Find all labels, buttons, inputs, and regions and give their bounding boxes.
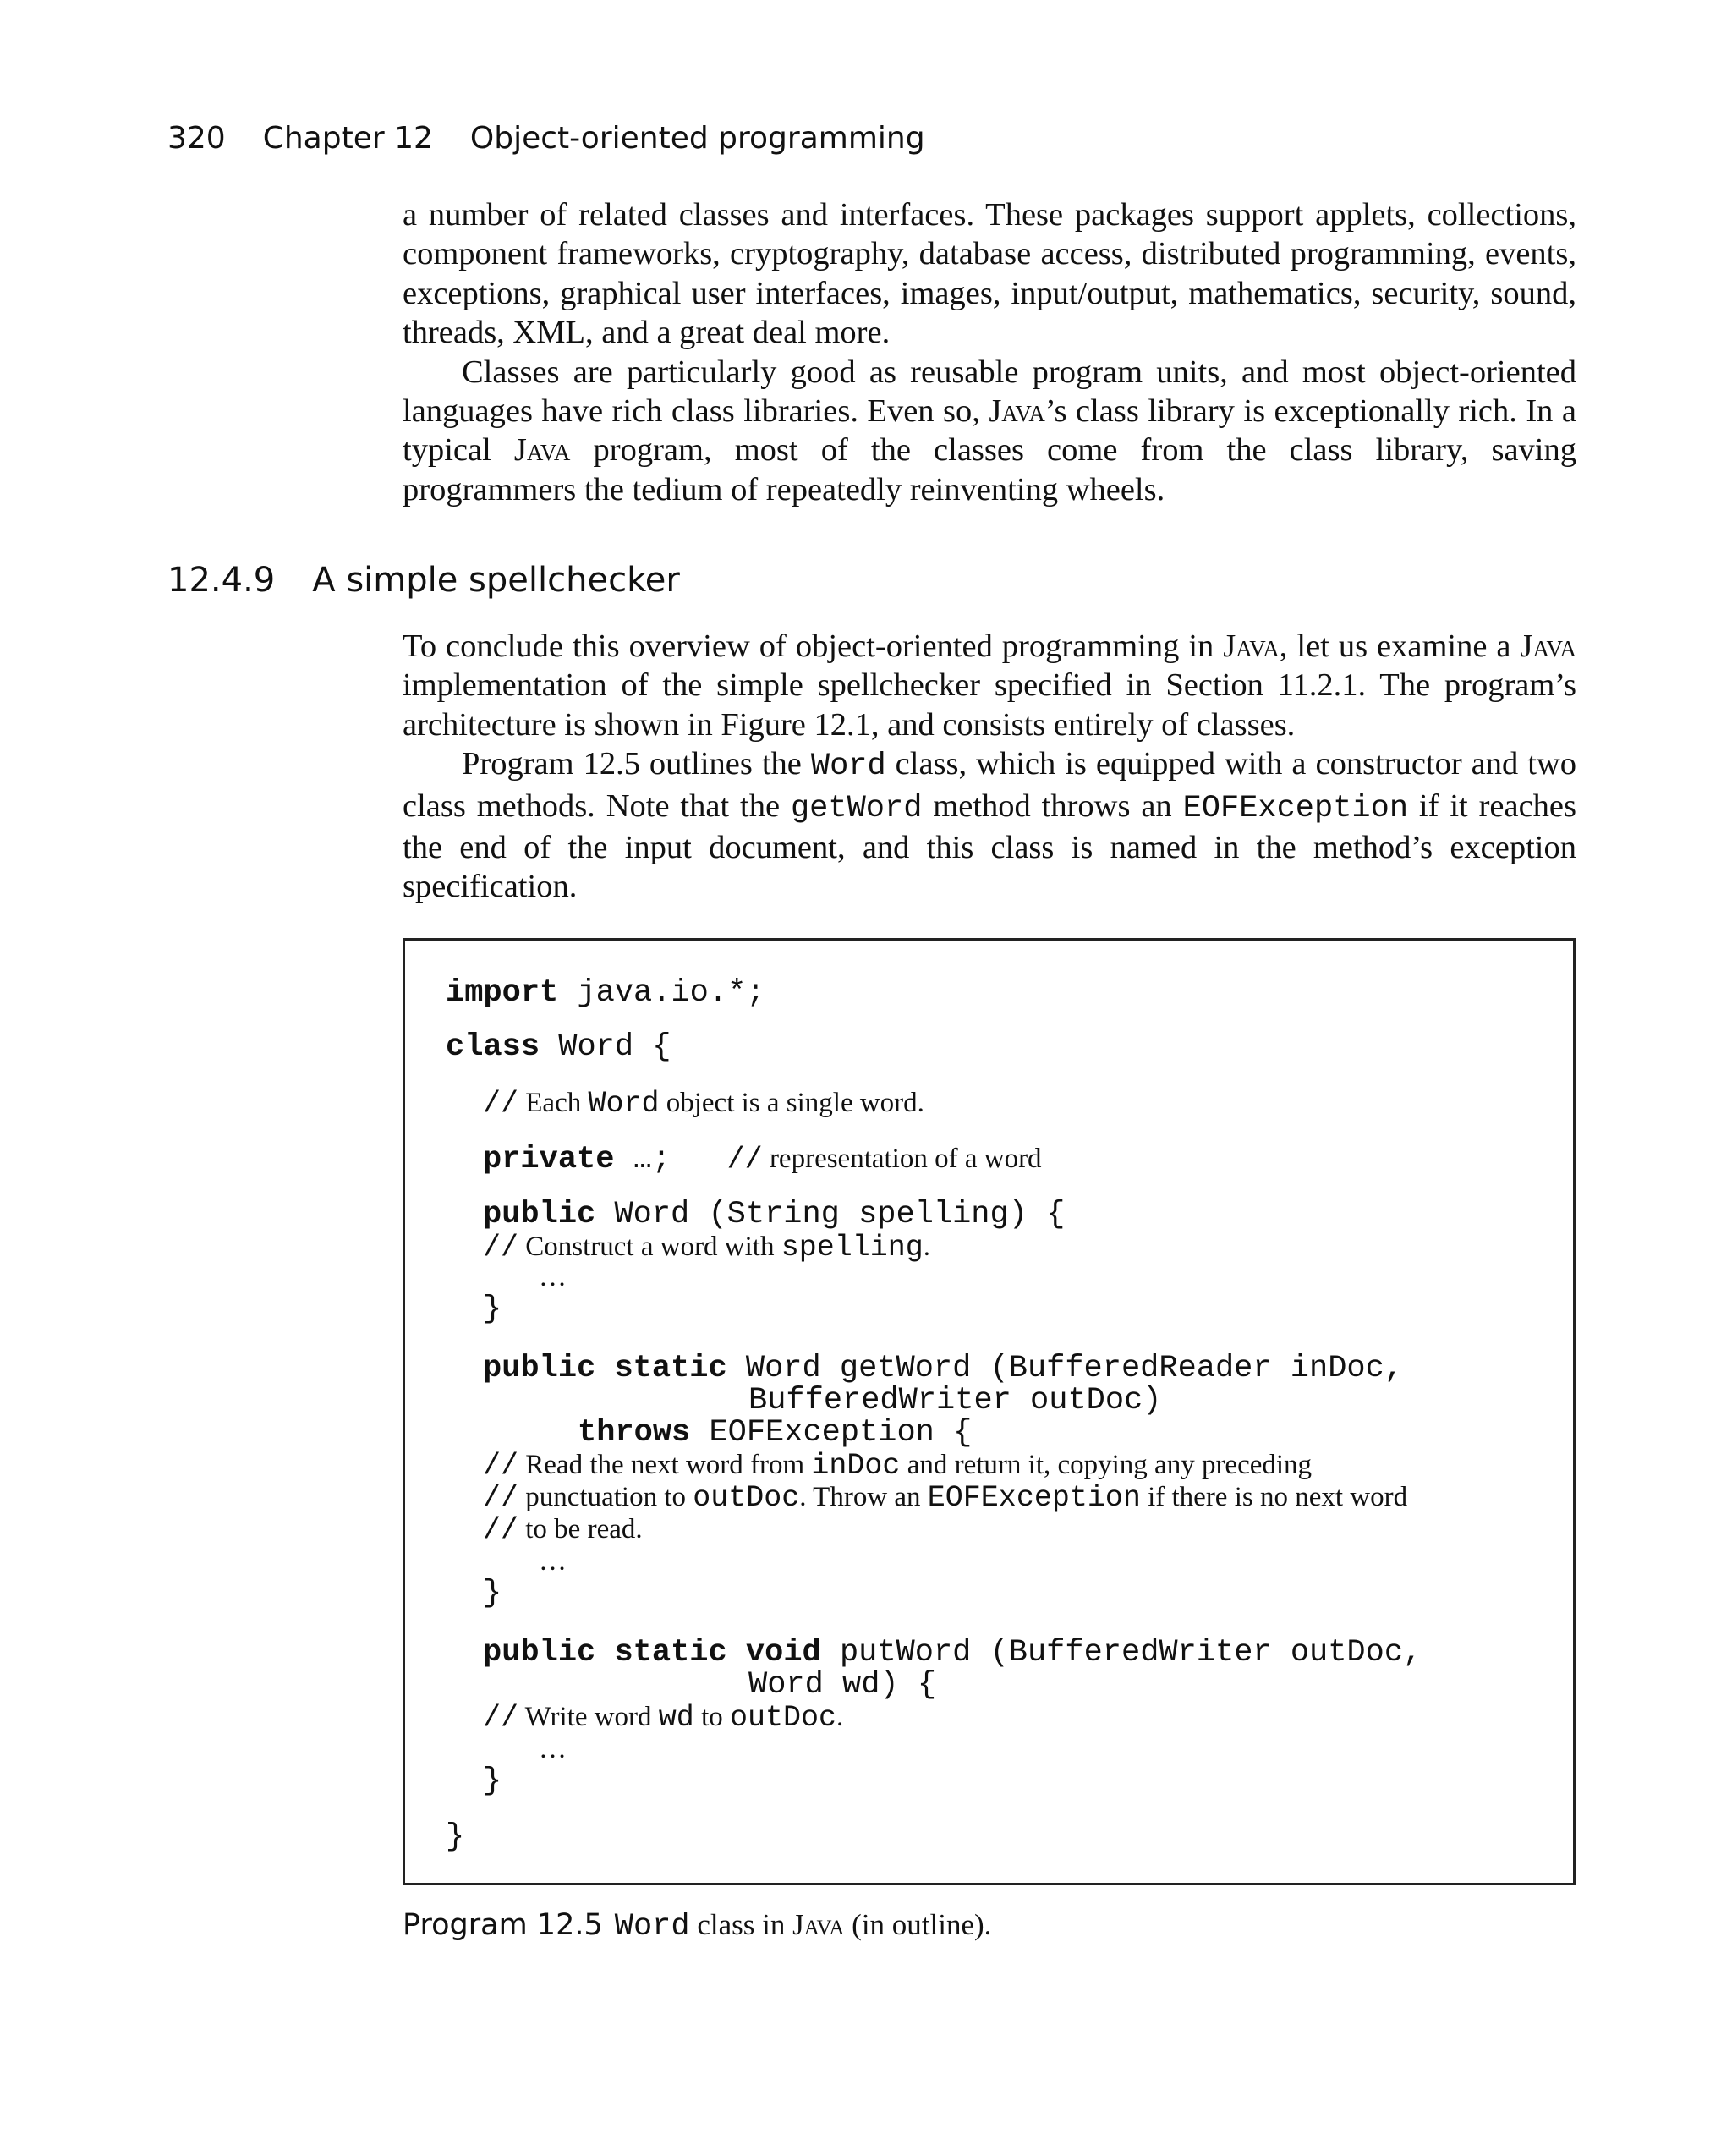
code-comment: // punctuation to outDoc. Throw an EOFException if there is no next word (483, 1481, 1408, 1515)
paragraph: Program 12.5 outlines the Word class, which is equipped with a constructor and two class methods. Note that the getWord method throws an EOFException if it reaches the end of the input document, and this class is named in the method’s exception specification. (403, 746, 1577, 905)
program-listing (403, 938, 1576, 1885)
code-comment: // Each Word object is a single word. (483, 1087, 924, 1121)
code-line: BufferedWriter outDoc) (748, 1383, 1162, 1418)
section-number: 12.4.9 (167, 561, 276, 600)
code-comment: // to be read. (483, 1513, 643, 1547)
code-ellipsis: … (539, 1546, 567, 1577)
code-line: public static Word getWord (BufferedReader inDoc, (483, 1351, 1404, 1386)
code-line: } (446, 1819, 465, 1855)
chapter-label: Chapter 12 (262, 121, 433, 156)
code-line: throws EOFException { (578, 1415, 973, 1451)
code-line: import java.io.*; (446, 975, 765, 1011)
code-comment: // Read the next word from inDoc and return it, copying any preceding (483, 1449, 1313, 1483)
code-comment: // Write word wd to outDoc. (483, 1701, 844, 1735)
paragraph: a number of related classes and interfaces. These packages support applets, collections, component frameworks, cryptography, database access, distributed programming, events, exceptions, graphical user interfaces, images, input/output, mathematics, security, sound, threads, XML, and a great deal more. (403, 197, 1576, 351)
section-heading (167, 558, 680, 602)
program-caption: Program 12.5 Word class in Java (in outline). (403, 1908, 992, 1945)
chapter-title: Object-oriented programming (469, 121, 925, 156)
page-number: 320 (167, 121, 226, 156)
code-line: } (483, 1292, 502, 1327)
code-ellipsis: … (539, 1262, 567, 1292)
code-comment: // Construct a word with spelling. (483, 1231, 931, 1265)
code-line: Word wd) { (748, 1667, 937, 1703)
code-line: } (483, 1576, 502, 1611)
code-line: public Word (String spelling) { (483, 1197, 1066, 1232)
code-line: } (483, 1764, 502, 1799)
code-line: class Word { (446, 1029, 671, 1065)
body-text-section (403, 627, 1576, 907)
code-line: public static void putWord (BufferedWriter outDoc, (483, 1635, 1422, 1670)
section-title: A simple spellchecker (312, 561, 680, 600)
running-head (167, 118, 925, 159)
code-line: private …; // representation of a word (483, 1142, 1042, 1177)
body-text-top (403, 195, 1576, 509)
paragraph: Classes are particularly good as reusable program units, and most object-oriented languages have rich class libraries. Even so, Java’s class library is exceptionally rich. In a typical Java program, most of the classes come from the class library, saving programmers the tedium of repeatedly reinventing wheels. (403, 354, 1576, 507)
paragraph: To conclude this overview of object-oriented programming in Java, let us examine a Java implementation of the simple spellchecker specified in Section 11.2.1. The program’s architecture is shown in Figure 12.1, and consists entirely of classes. (403, 628, 1576, 743)
code-ellipsis: … (539, 1734, 567, 1764)
caption-label: Program 12.5 (403, 1908, 603, 1942)
